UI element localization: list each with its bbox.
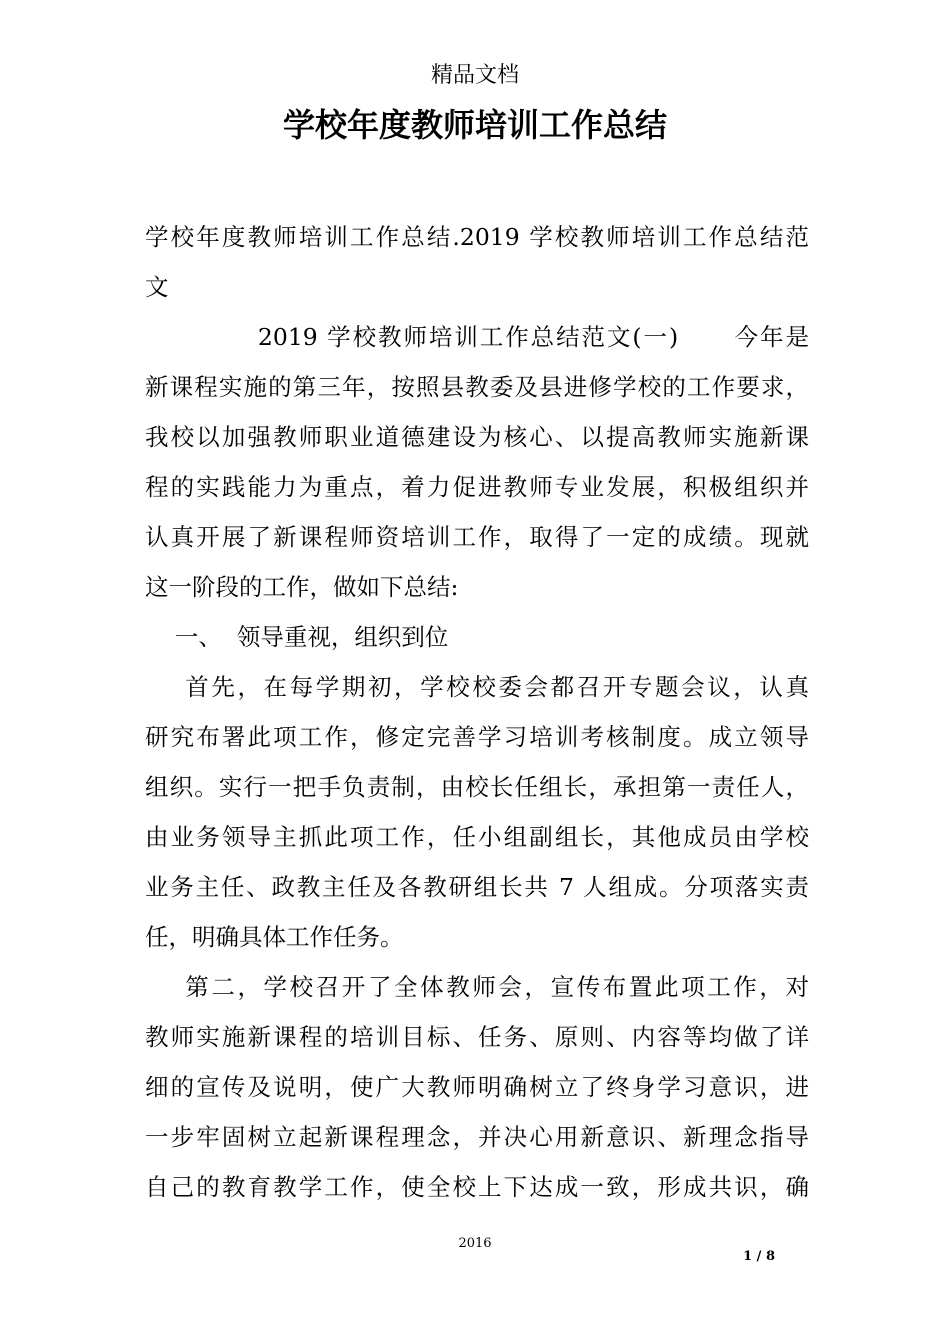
text-line: 这一阶段的工作，做如下总结: [145, 573, 459, 601]
text-line: 教师实施新课程的培训目标、任务、原则、内容等均做了详 [145, 1023, 809, 1051]
text-line: 由业务领导主抓此项工作，任小组副组长，其他成员由学校 [145, 823, 809, 851]
text-line: 任，明确具体工作任务。 [145, 923, 404, 951]
text-line: 学校年度教师培训工作总结.2019 学校教师培训工作总结范 [145, 223, 809, 251]
document-title: 学校年度教师培训工作总结 [282, 106, 667, 144]
body-text [145, 212, 809, 1212]
text-line: 自己的教育教学工作，使全校上下达成一致，形成共识，确 [145, 1173, 809, 1201]
text-line: 首先，在每学期初，学校校委会都召开专题会议，认真 [145, 673, 809, 701]
text-line: 研究布署此项工作，修定完善学习培训考核制度。成立领导 [145, 723, 809, 751]
text-line: 业务主任、政教主任及各教研组长共 7 人组成。分项落实责 [145, 873, 809, 901]
text-line: 程的实践能力为重点，着力促进教师专业发展，积极组织并 [145, 473, 809, 501]
text-line: 认真开展了新课程师资培训工作，取得了一定的成绩。现就 [145, 523, 809, 551]
text-line: 细的宣传及说明，使广大教师明确树立了终身学习意识，进 [145, 1073, 809, 1101]
text-line: 组织。实行一把手负责制，由校长任组长，承担第一责任人， [145, 773, 809, 801]
footer-year: 2016 [458, 1236, 492, 1251]
text-line: 2019 学校教师培训工作总结范文(一) 今年是 [145, 323, 809, 351]
section-heading: 一、 领导重视，组织到位 [145, 623, 449, 651]
text-line: 一步牢固树立起新课程理念，并决心用新意识、新理念指导 [145, 1123, 809, 1151]
header-label: 精品文档 [430, 63, 519, 88]
text-line: 新课程实施的第三年，按照县教委及县进修学校的工作要求， [145, 373, 809, 401]
text-line: 第二，学校召开了全体教师会，宣传布置此项工作，对 [145, 973, 809, 1001]
page-number: 1 / 8 [743, 1249, 775, 1264]
text-line: 文 [145, 273, 169, 301]
text-line: 我校以加强教师职业道德建设为核心、以提高教师实施新课 [145, 423, 809, 451]
